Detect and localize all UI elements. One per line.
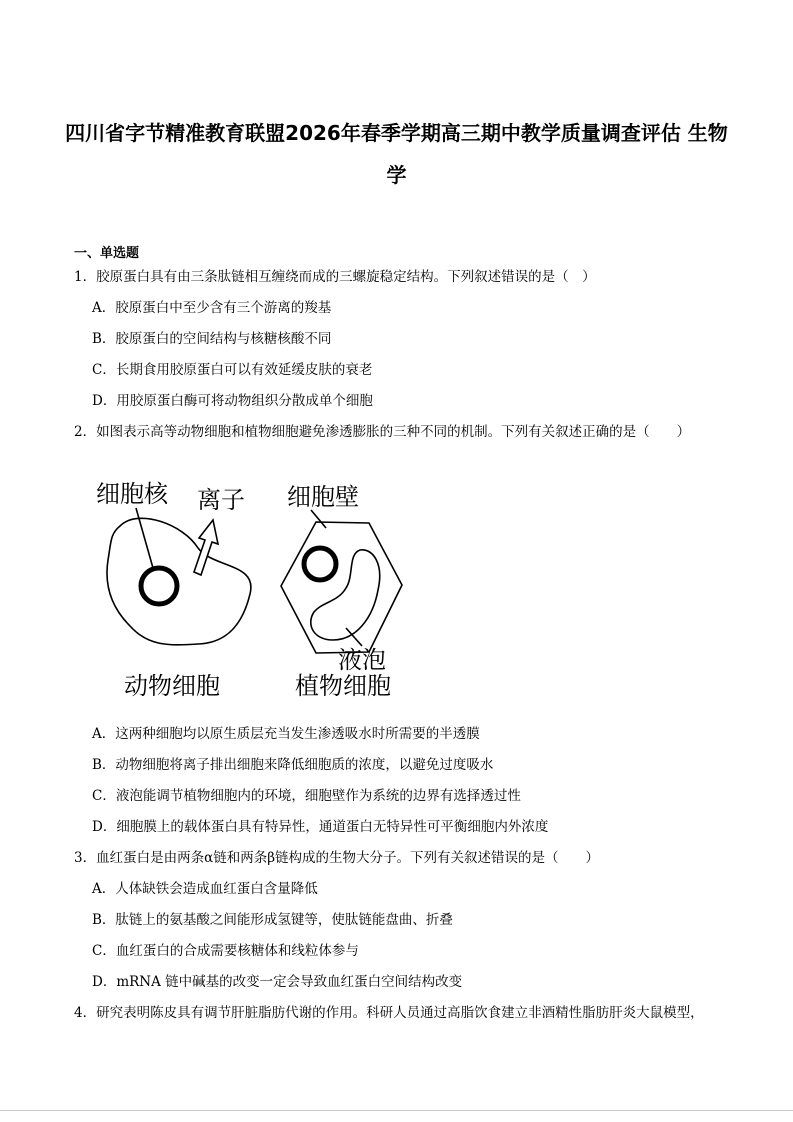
question-3-option-c: C．血红蛋白的合成需要核糖体和线粒体参与 <box>92 943 359 959</box>
label-cell-wall: 细胞壁 <box>287 483 359 511</box>
question-1-stem: 1．胶原蛋白具有由三条肽链相互缠绕而成的三螺旋稳定结构。下列叙述错误的是（ ） <box>74 269 596 285</box>
plant-cell-wall <box>281 522 402 653</box>
animal-nucleus <box>141 568 177 604</box>
plant-nucleus <box>304 548 336 580</box>
question-2-option-c: C．液泡能调节植物细胞内的环境，细胞壁作为系统的边界有选择透过性 <box>92 788 521 804</box>
question-2-option-b: B．动物细胞将离子排出细胞来降低细胞质的浓度，以避免过度吸水 <box>92 757 494 773</box>
question-1-option-d: D．用胶原蛋白酶可将动物组织分散成单个细胞 <box>92 393 373 409</box>
label-nucleus: 细胞核 <box>96 480 168 508</box>
label-ion: 离子 <box>197 486 245 514</box>
label-vacuole: 液泡 <box>338 646 386 674</box>
question-2-stem: 2．如图表示高等动物细胞和植物细胞避免渗透膨胀的三种不同的机制。下列有关叙述正确的是（ ） <box>74 424 691 440</box>
question-3-option-b: B．肽链上的氨基酸之间能形成氢键等，使肽链能盘曲、折叠 <box>92 912 453 928</box>
question-1-option-b: B．胶原蛋白的空间结构与核糖核酸不同 <box>92 331 332 347</box>
label-plant-cell: 植物细胞 <box>295 672 391 700</box>
question-1-option-c: C．长期食用胶原蛋白可以有效延缓皮肤的衰老 <box>92 362 373 378</box>
question-4-stem: 4．研究表明陈皮具有调节肝脏脂肪代谢的作用。科研人员通过高脂饮食建立非酒精性脂肪肝炎大鼠模型， <box>74 1005 704 1021</box>
plant-vacuole <box>311 550 380 640</box>
question-3-option-d: D．mRNA 链中碱基的改变一定会导致血红蛋白空间结构改变 <box>92 974 463 990</box>
cell-diagram <box>88 468 418 704</box>
question-1-option-a: A．胶原蛋白中至少含有三个游离的羧基 <box>92 300 332 316</box>
page-bottom-rule <box>0 1110 793 1111</box>
question-2-option-d: D．细胞膜上的载体蛋白具有特异性，通道蛋白无特异性可平衡细胞内外浓度 <box>92 819 549 835</box>
question-2-option-a: A．这两种细胞均以原生质层充当发生渗透吸水时所需要的半透膜 <box>92 726 480 742</box>
label-animal-cell: 动物细胞 <box>124 672 220 700</box>
section-heading: 一、单选题 <box>74 246 140 261</box>
question-3-option-a: A．人体缺铁会造成血红蛋白含量降低 <box>92 881 318 897</box>
page-title: 四川省字节精准教育联盟2026年春季学期高三期中教学质量调查评估 生物学 <box>65 121 728 187</box>
question-3-stem: 3．血红蛋白是由两条α链和两条β链构成的生物大分子。下列有关叙述错误的是（ ） <box>74 850 600 866</box>
